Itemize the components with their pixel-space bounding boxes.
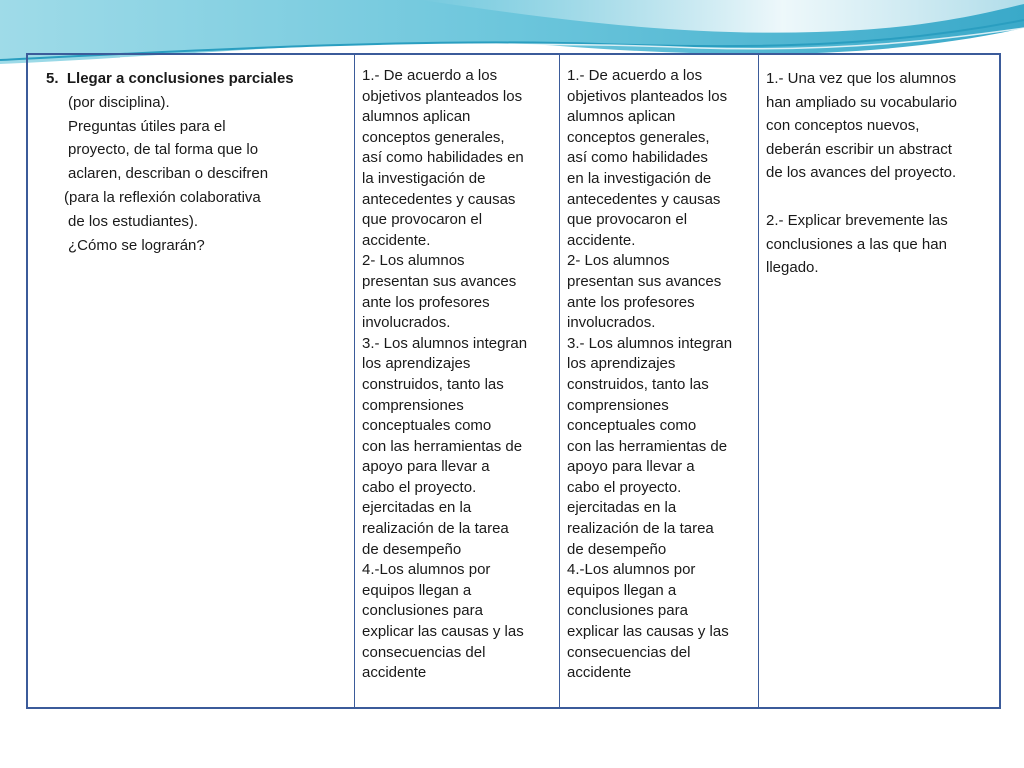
text-line: de los avances del proyecto. <box>766 164 957 182</box>
text-line: construidos, tanto las <box>362 375 504 393</box>
text-line: cabo el proyecto. <box>362 478 477 496</box>
text-line: 4.-Los alumnos por <box>567 561 696 579</box>
text-line: con conceptos nuevos, <box>766 117 920 135</box>
text-line: los aprendizajes <box>362 355 471 373</box>
text-line: involucrados. <box>362 314 451 332</box>
text-line: 3.- Los alumnos integran <box>567 334 733 352</box>
step-line: (por disciplina). <box>68 93 170 111</box>
text-line: cabo el proyecto. <box>567 478 682 496</box>
text-line: 1.- De acuerdo a los <box>362 67 498 84</box>
text-line: conceptuales como <box>362 417 492 435</box>
text-line: conceptos generales, <box>362 128 505 146</box>
text-line: accidente. <box>567 231 636 249</box>
text-line: ante los profesores <box>362 293 490 311</box>
table-cell-activities <box>355 54 560 708</box>
step-line: ¿Cómo se lograrán? <box>68 236 205 254</box>
text-line: accidente <box>362 664 427 682</box>
text-line: explicar las causas y las <box>567 623 729 641</box>
text-line: los aprendizajes <box>567 355 676 373</box>
text-line: ejercitadas en la <box>567 499 677 517</box>
step-title: Llegar a conclusiones parciales <box>66 70 294 87</box>
text-line: llegado. <box>766 259 819 277</box>
text-line: deberán escribir un abstract <box>766 140 952 158</box>
text-line: de desempeño <box>362 540 462 558</box>
text-line: que provocaron el <box>567 211 688 229</box>
text-line: han ampliado su vocabulario <box>766 93 957 111</box>
text-line: accidente <box>567 664 632 682</box>
step-number: 5. <box>46 70 59 87</box>
step-line: de los estudiantes). <box>68 212 199 230</box>
text-line: equipos llegan a <box>362 581 472 599</box>
text-line: consecuencias del <box>362 643 486 661</box>
text-line: comprensiones <box>567 396 669 414</box>
text-line: con las herramientas de <box>362 437 523 455</box>
text-line: alumnos aplican <box>567 108 676 126</box>
text-line: así como habilidades <box>567 149 708 167</box>
text-line: ejercitadas en la <box>362 499 472 517</box>
text-line: en la investigación de <box>567 169 712 187</box>
text-line: consecuencias del <box>567 643 691 661</box>
text-line: la investigación de <box>362 169 486 187</box>
step-line: Preguntas útiles para el <box>68 117 226 135</box>
text-line: involucrados. <box>567 314 656 332</box>
text-line: de desempeño <box>567 540 667 558</box>
text-line: accidente. <box>362 231 431 249</box>
text-line: 3.- Los alumnos integran <box>362 334 528 352</box>
text-line: conceptuales como <box>567 417 697 435</box>
text-line: conclusiones para <box>567 602 688 620</box>
step-line: aclaren, describan o descifren <box>68 165 269 183</box>
text-line: objetivos planteados los <box>567 87 728 105</box>
text-line: objetivos planteados los <box>362 87 523 105</box>
text-line: que provocaron el <box>362 211 483 229</box>
text-line: 2- Los alumnos <box>362 252 465 270</box>
text-line: presentan sus avances <box>567 272 722 290</box>
step-heading <box>46 67 348 91</box>
text-line: 2.- Explicar brevemente las <box>766 211 948 229</box>
text-line: presentan sus avances <box>362 272 517 290</box>
text-line: 1.- De acuerdo a los <box>567 67 703 84</box>
text-line: antecedentes y causas <box>567 190 721 208</box>
table-cell-activities-2 <box>560 54 759 708</box>
step-line: (para la reflexión colaborativa <box>64 188 261 206</box>
text-line: 2- Los alumnos <box>567 252 670 270</box>
text-line: realización de la tarea <box>567 520 714 538</box>
text-line: así como habilidades en <box>362 149 524 167</box>
text-line: con las herramientas de <box>567 437 728 455</box>
text-line: conceptos generales, <box>567 128 710 146</box>
text-line: explicar las causas y las <box>362 623 524 641</box>
text-line: 1.- Una vez que los alumnos <box>766 70 957 87</box>
table-cell-evaluation <box>759 54 1001 708</box>
text-line: 4.-Los alumnos por <box>362 561 491 579</box>
text-line: alumnos aplican <box>362 108 471 126</box>
text-line: antecedentes y causas <box>362 190 516 208</box>
text-line: realización de la tarea <box>362 520 509 538</box>
table-cell-step <box>27 54 355 708</box>
text-line: equipos llegan a <box>567 581 677 599</box>
table-row <box>27 54 1000 708</box>
paragraph-gap <box>766 185 991 209</box>
text-line: apoyo para llevar a <box>567 458 695 476</box>
step-line: proyecto, de tal forma que lo <box>68 141 259 159</box>
text-line: ante los profesores <box>567 293 695 311</box>
text-line: construidos, tanto las <box>567 375 709 393</box>
text-line: apoyo para llevar a <box>362 458 490 476</box>
text-line: conclusiones a las que han <box>766 235 947 253</box>
content-table <box>26 53 1001 709</box>
text-line: comprensiones <box>362 396 464 414</box>
text-line: conclusiones para <box>362 602 483 620</box>
